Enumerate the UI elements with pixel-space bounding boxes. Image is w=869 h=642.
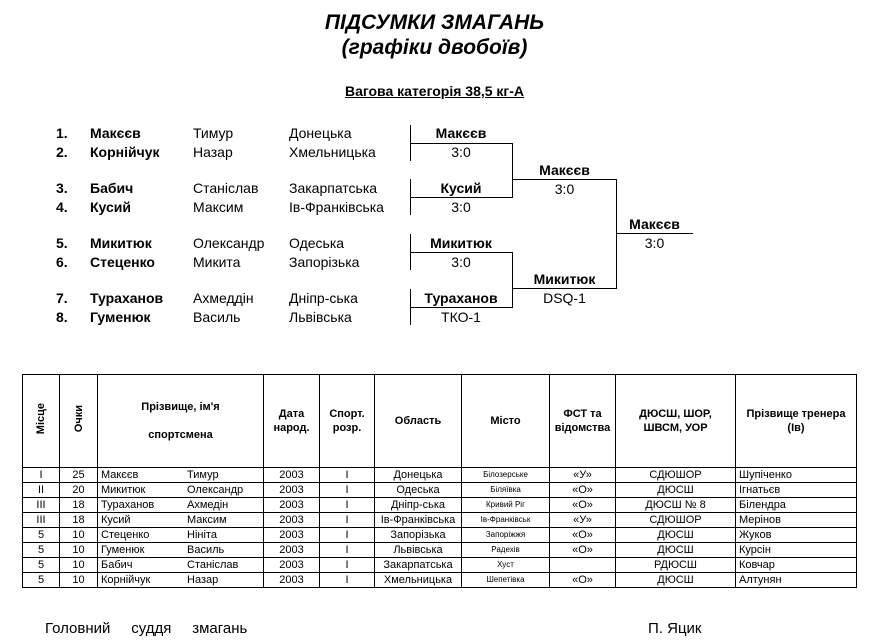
- col-fst: ФСТ та відомства: [550, 375, 616, 468]
- r1-m3-winner: Микитюк: [430, 235, 492, 251]
- cell-region: Львівська: [375, 543, 462, 558]
- participant-surname: Бабич: [90, 180, 134, 196]
- cell-coach: Білендра: [736, 498, 857, 513]
- table-row: [23, 528, 857, 543]
- cell-region: Запорізька: [375, 528, 462, 543]
- cell-city: Шепетівка: [462, 573, 550, 588]
- participant-num: 7.: [56, 290, 68, 306]
- cell-athlete: [98, 468, 264, 483]
- cell-surname: Макєєв: [101, 469, 139, 481]
- cell-place: 5: [23, 558, 60, 573]
- col-points: Очки: [60, 375, 98, 468]
- cell-fst: «У»: [550, 513, 616, 528]
- page-title: ПІДСУМКИ ЗМАГАНЬ: [324, 11, 545, 34]
- participant-name: Василь: [193, 309, 241, 325]
- participant-num: 2.: [56, 144, 68, 160]
- cell-points: 18: [60, 513, 98, 528]
- col-rank: Спорт. розр.: [320, 375, 375, 468]
- cell-city: Біляївка: [462, 483, 550, 498]
- cell-coach: Мерінов: [736, 513, 857, 528]
- cell-points: 10: [60, 573, 98, 588]
- participant-surname: Стеценко: [90, 254, 155, 270]
- participant-region: Дніпр-ська: [289, 290, 358, 306]
- cell-city: Запоріжжя: [462, 528, 550, 543]
- cell-fst: «О»: [550, 543, 616, 558]
- cell-firstname: Максим: [187, 514, 227, 526]
- cell-dob: 2003: [264, 483, 320, 498]
- cell-surname: Кусий: [101, 514, 131, 526]
- cell-fst: «О»: [550, 483, 616, 498]
- col-region: Область: [375, 375, 462, 468]
- cell-firstname: Назар: [187, 574, 219, 586]
- cell-firstname: Василь: [187, 544, 225, 556]
- participant-region: Одеська: [289, 235, 345, 251]
- cell-place: III: [23, 513, 60, 528]
- cell-city: Білозерське: [462, 468, 550, 483]
- cell-school: ДЮСШ: [616, 573, 736, 588]
- participant-surname: Гуменюк: [90, 309, 151, 325]
- col-place: Місце: [23, 375, 60, 468]
- cell-firstname: Нініта: [187, 529, 217, 541]
- judge-label: Головний суддя змагань: [45, 620, 248, 637]
- cell-school: ДЮСШ: [616, 543, 736, 558]
- cell-dob: 2003: [264, 468, 320, 483]
- cell-athlete: [98, 528, 264, 543]
- cell-points: 10: [60, 558, 98, 573]
- cell-place: III: [23, 498, 60, 513]
- table-header-row: [23, 375, 857, 468]
- cell-dob: 2003: [264, 543, 320, 558]
- col-dob: Дата народ.: [264, 375, 320, 468]
- cell-firstname: Олександр: [187, 484, 244, 496]
- participant-region: Закарпатська: [289, 180, 378, 196]
- r2-m2-score: DSQ-1: [543, 290, 586, 306]
- cell-athlete: [98, 573, 264, 588]
- participant-name: Максим: [193, 199, 244, 215]
- cell-rank: I: [320, 573, 375, 588]
- cell-coach: Ковчар: [736, 558, 857, 573]
- participant-name: Станіслав: [193, 180, 259, 196]
- judge-name: П. Яцик: [648, 620, 702, 637]
- cell-city: Кривий Ріг: [462, 498, 550, 513]
- cell-place: II: [23, 483, 60, 498]
- cell-dob: 2003: [264, 528, 320, 543]
- cell-dob: 2003: [264, 513, 320, 528]
- participant-surname: Корнійчук: [90, 144, 160, 160]
- participant-num: 1.: [56, 125, 68, 141]
- cell-athlete: [98, 543, 264, 558]
- cell-region: Ів-Франківська: [375, 513, 462, 528]
- weight-category: Вагова категорія 38,5 кг-А: [344, 83, 525, 99]
- cell-firstname: Ахмедін: [187, 499, 229, 511]
- participant-surname: Макєєв: [90, 125, 141, 141]
- col-school: ДЮСШ, ШОР, ШВСМ, УОР: [616, 375, 736, 468]
- col-coach: Прізвище тренера (Ів): [736, 375, 857, 468]
- participant-num: 4.: [56, 199, 68, 215]
- participant-region: Ів-Франківська: [289, 199, 384, 215]
- cell-rank: I: [320, 528, 375, 543]
- final-score: 3:0: [644, 235, 665, 251]
- cell-coach: Ігнатьєв: [736, 483, 857, 498]
- cell-region: Хмельницька: [375, 573, 462, 588]
- cell-rank: I: [320, 483, 375, 498]
- cell-place: 5: [23, 528, 60, 543]
- cell-dob: 2003: [264, 558, 320, 573]
- r2-m2-winner: Микитюк: [533, 271, 596, 287]
- cell-points: 20: [60, 483, 98, 498]
- cell-city: Радехів: [462, 543, 550, 558]
- cell-rank: I: [320, 543, 375, 558]
- table-row: [23, 468, 857, 483]
- r1-m1-score: 3:0: [451, 144, 471, 160]
- col-city: Місто: [462, 375, 550, 468]
- cell-fst: «У»: [550, 468, 616, 483]
- table-row: [23, 573, 857, 588]
- cell-rank: I: [320, 513, 375, 528]
- cell-athlete: [98, 498, 264, 513]
- cell-school: СДЮШОР: [616, 468, 736, 483]
- cell-coach: Курсін: [736, 543, 857, 558]
- cell-region: Донецька: [375, 468, 462, 483]
- participant-surname: Микитюк: [90, 235, 152, 251]
- cell-fst: [550, 558, 616, 573]
- cell-dob: 2003: [264, 498, 320, 513]
- cell-school: РДЮСШ: [616, 558, 736, 573]
- r1-m3-score: 3:0: [451, 254, 471, 270]
- cell-region: Дніпр-ська: [375, 498, 462, 513]
- participant-region: Запорізька: [289, 254, 360, 270]
- r1-m2-winner: Кусий: [440, 180, 482, 196]
- cell-surname: Тураханов: [101, 499, 155, 511]
- cell-school: ДЮСШ: [616, 483, 736, 498]
- cell-points: 25: [60, 468, 98, 483]
- cell-rank: I: [320, 558, 375, 573]
- cell-points: 10: [60, 528, 98, 543]
- cell-dob: 2003: [264, 573, 320, 588]
- r1-m2-score: 3:0: [451, 199, 471, 215]
- table-row: [23, 498, 857, 513]
- cell-athlete: [98, 513, 264, 528]
- participant-name: Назар: [193, 144, 233, 160]
- participant-num: 5.: [56, 235, 68, 251]
- participant-name: Ахмеддін: [193, 290, 254, 306]
- cell-school: ДЮСШ: [616, 528, 736, 543]
- cell-fst: «О»: [550, 573, 616, 588]
- r1-m1-winner: Макєєв: [435, 125, 487, 141]
- cell-points: 18: [60, 498, 98, 513]
- table-row: [23, 543, 857, 558]
- participant-region: Львівська: [289, 309, 352, 325]
- participant-num: 6.: [56, 254, 68, 270]
- cell-school: ДЮСШ № 8: [616, 498, 736, 513]
- final-winner: Макєєв: [629, 216, 680, 232]
- cell-fst: «О»: [550, 528, 616, 543]
- r2-m1-winner: Макєєв: [539, 162, 590, 178]
- participant-region: Хмельницька: [289, 144, 376, 160]
- cell-place: I: [23, 468, 60, 483]
- results-table: [22, 374, 857, 588]
- cell-surname: Стеценко: [101, 529, 150, 541]
- cell-rank: I: [320, 468, 375, 483]
- table-row: [23, 558, 857, 573]
- participant-name: Тимур: [193, 125, 234, 141]
- r1-m4-score: ТКО-1: [441, 309, 481, 325]
- participant-name: Микита: [193, 254, 241, 270]
- cell-fst: «О»: [550, 498, 616, 513]
- participant-surname: Тураханов: [90, 290, 164, 306]
- cell-surname: Бабич: [101, 559, 133, 571]
- r1-m4-winner: Тураханов: [424, 290, 498, 306]
- table-row: [23, 483, 857, 498]
- cell-place: 5: [23, 543, 60, 558]
- cell-rank: I: [320, 498, 375, 513]
- cell-surname: Гуменюк: [101, 544, 145, 556]
- page-subtitle: (графіки двобоїв): [341, 36, 528, 59]
- cell-region: Одеська: [375, 483, 462, 498]
- cell-region: Закарпатська: [375, 558, 462, 573]
- cell-surname: Корнійчук: [101, 574, 151, 586]
- col-name: Прізвище, ім'я спортсмена: [98, 375, 264, 468]
- cell-city: Хуст: [462, 558, 550, 573]
- participant-num: 3.: [56, 180, 68, 196]
- cell-athlete: [98, 558, 264, 573]
- cell-firstname: Тимур: [187, 469, 219, 481]
- cell-firstname: Станіслав: [187, 559, 239, 571]
- r2-m1-score: 3:0: [554, 181, 575, 197]
- cell-athlete: [98, 483, 264, 498]
- cell-surname: Микитюк: [101, 484, 146, 496]
- participant-name: Олександр: [193, 235, 265, 251]
- participant-region: Донецька: [289, 125, 352, 141]
- cell-coach: Жуков: [736, 528, 857, 543]
- cell-place: 5: [23, 573, 60, 588]
- cell-school: СДЮШОР: [616, 513, 736, 528]
- cell-coach: Шупіченко: [736, 468, 857, 483]
- table-row: [23, 513, 857, 528]
- participant-surname: Кусий: [90, 199, 131, 215]
- cell-points: 10: [60, 543, 98, 558]
- cell-city: Ів-Франківськ: [462, 513, 550, 528]
- cell-coach: Алтунян: [736, 573, 857, 588]
- participant-num: 8.: [56, 309, 68, 325]
